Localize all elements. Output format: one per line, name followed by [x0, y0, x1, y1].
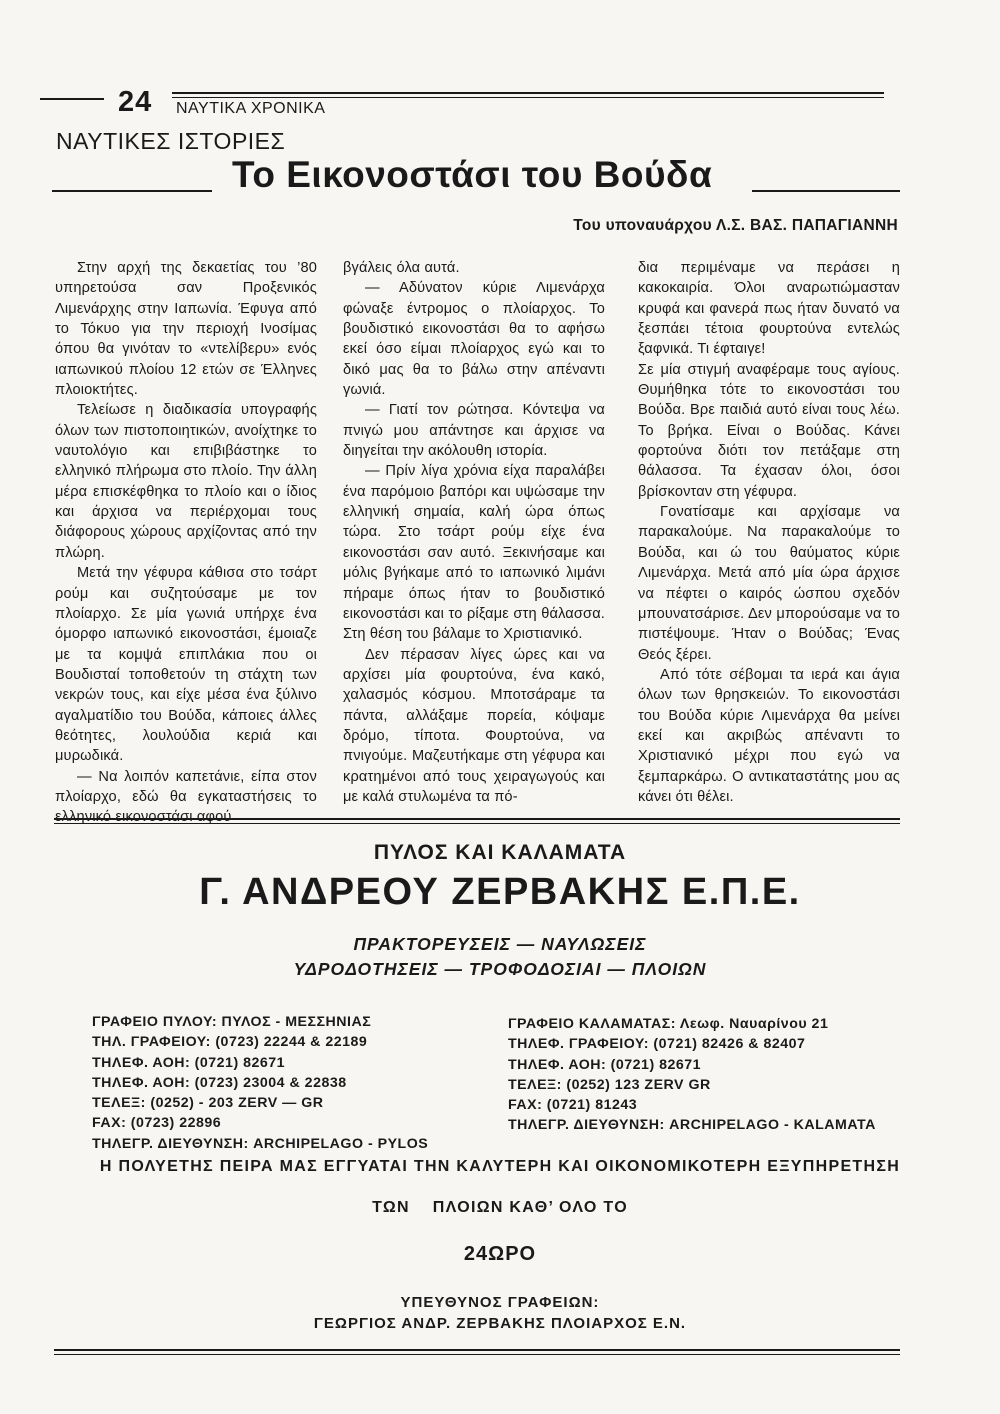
- contact-line: FAX: (0721) 81243: [508, 1097, 638, 1114]
- contact-line: ΤΕΛΕΞ: (0252) - 203 ZERV — GR: [92, 1095, 324, 1112]
- contact-line: ΤΗΛΕΓΡ. ΔΙΕΥΘΥΝΣΗ: ARCHIPELAGO - PYLOS: [92, 1135, 429, 1152]
- article-column-1: [55, 258, 317, 828]
- paragraph: Σε μία στιγμή αναφέραμε τους αγίους. Θυμήθηκα τότε το εικονοστάσι του Βούδα. Βρε παιδιά αυτό είναι τους λέω. Το βρήκα. Είναι ο Βούδας. Κάνει φορτούνα διότι τον πετάξαμε στη θάλασσα. Τα έχασαν όλοι, όσοι βρίσκονταν στη γέφυρα.: [638, 361, 900, 500]
- byline: Του υποναυάρχου Λ.Σ. ΒΑΣ. ΠΑΠΑΓΙΑΝΝΗ: [573, 217, 898, 234]
- bottom-rule-thin: [54, 1354, 900, 1355]
- article-ad-divider-thin: [54, 823, 900, 824]
- bottom-rule: [54, 1349, 900, 1351]
- contact-line: ΤΗΛ. ΓΡΑΦΕΙΟΥ: (0723) 22244 & 22189: [92, 1034, 368, 1051]
- paragraph: Μετά την γέφυρα κάθισα στο τσάρτ ρούμ και συζητούσαμε με τον πλοίαρχο. Σε μία γωνιά υπήρχε ένα όμορφο ιαπωνικό εικονοστάσι, έμοιαζε με τα κομψά επιπλάκια που οι Βουδισταί τοποθετούν τη στάχτη των νεκρών τους, και είχε μέσα ένα ξύλινο αγαλματίδιο του Βούδα, κάποιες άλλες θεότητες, λουλούδια κεριά και μυρωδικά.: [55, 565, 317, 765]
- article-column-2: [343, 258, 605, 807]
- contact-line: ΤΗΛΕΓΡ. ΔΙΕΥΘΥΝΣΗ: ARCHIPELAGO - KALAMATA: [508, 1117, 876, 1134]
- title-rule-left: [52, 190, 212, 192]
- header-rule-top: [172, 92, 884, 94]
- header-rule-top-thin: [172, 97, 884, 98]
- page-number: 24: [118, 86, 153, 118]
- contact-line: ΓΡΑΦΕΙΟ ΚΑΛΑΜΑΤΑΣ: Λεωφ. Ναυαρίνου 21: [508, 1016, 829, 1032]
- paragraph: — Γιατί τον ρώτησα. Κόντεψα να πνιγώ μου απάντησε και άρχισε να διηγείται την ακόλουθη ιστορία.: [343, 402, 605, 460]
- contact-line: ΤΕΛΕΞ: (0252) 123 ZERV GR: [508, 1076, 711, 1093]
- paragraph: — Να λοιπόν καπετάνιε, είπα στον πλοίαρχο, εδώ θα εγκαταστήσεις το: [55, 768, 317, 805]
- manager-name: ΓΕΩΡΓΙΟΣ ΑΝΔΡ. ΖΕΡΒΑΚΗΣ ΠΛΟΙΑΡΧΟΣ Ε.Ν.: [313, 1315, 687, 1332]
- contact-line: ΤΗΛΕΦ. ΑΟΗ: (0721) 82671: [92, 1054, 286, 1071]
- paragraph: δια περιμέναμε να περάσει η κακοκαιρία. Όλοι αναρωτιώμασταν κρυφά και φανερά πως ήταν δυνατό να ξεσπάει τέτοια φουρτούνα εντελώς ξαφνικά. Τι έφταιγε!: [638, 260, 900, 358]
- ad-services-line-1: ΠΡΑΚΤΟΡΕΥΣΕΙΣ — ΝΑΥΛΩΣΕΙΣ: [353, 934, 647, 954]
- contact-line: ΤΗΛΕΦ. ΑΟΗ: (0721) 82671: [508, 1056, 702, 1073]
- paragraph: Γονατίσαμε και αρχίσαμε να παρακαλούμε. Να παρακαλούμε το Βούδα, και ώ του θαύματος κύριε Λιμενάρχα. Μετά από μία ώρα άρχισε να πέφτει ο καιρός ώσπου σχεδόν μπουνατσάρισε. Δεν μπορούσαμε να το πιστέψουμε. Ήταν ο Βούδας; Ένας Θεός ξέρει.: [638, 504, 900, 663]
- manager-label: ΥΠΕΥΘΥΝΟΣ ΓΡΑΦΕΙΩΝ:: [400, 1294, 600, 1311]
- contact-line: ΓΡΑΦΕΙΟ ΠΥΛΟΥ: ΠΥΛΟΣ - ΜΕΣΣΗΝΙΑΣ: [92, 1014, 372, 1030]
- paragraph: Δεν πέρασαν λίγες ώρες και να αρχίσει μία φουρτούνα, ένα κακό, χαλασμός κόσμου. Μποτσάραμε τα πάντα, αλλάξαμε πορεία, κόψαμε δρόμο, τίποτα. Φουρτούνα, να πνιγούμε. Μαζευτήκαμε στη γέφυρα και κρατημένοι από τους χειραγωγούς και με καλά στυλωμένα τα πό-: [343, 646, 605, 805]
- contact-line: ΤΗΛΕΦ. ΑΟΗ: (0723) 23004 & 22838: [92, 1074, 347, 1091]
- contact-block-kalamata: [508, 1014, 876, 1136]
- article-column-3: [638, 258, 900, 807]
- article-title: Το Εικονοστάσι του Βούδα: [232, 154, 713, 195]
- paragraph: Τελείωσε η διαδικασία υπογραφής όλων των πιστοποιητικών, ανοίχτηκε το ναυτολόγιο και επιβιβάστηκε το ελληνικό πλήρωμα στο πλοίο. Την άλλη μέρα επισκέφθηκα το πλοίο και ο ίδιος και άρχισα να περιέρχομαι τους διάφορους χώρους αρχίζοντας από την πλώρη.: [55, 402, 317, 561]
- paragraph: — Αδύνατον κύριε Λιμενάρχα φώναξε έντρομος ο πλοίαρχος. Το βουδιστικό εικονοστάσι θα το αφήσω εκεί όσο είμαι πλοίαρχος εγώ και το δικό μας θα το βάλω στην απέναντι γωνιά.: [343, 280, 605, 399]
- paragraph: Από τότε σέβομαι τα ιερά και άγια όλων των θρησκειών. Το εικονοστάσι του Βούδα κύριε Λιμενάρχα θα μείνει εκεί και ακριβώς απέναντι το Χριστιανικό μέχρι που εγώ να ξεμπαρκάρω. Ο αντικαταστάτης μου ας κάνει ότι θέλει.: [638, 666, 900, 805]
- article-ad-divider: [54, 818, 900, 820]
- title-rule-right: [752, 190, 900, 192]
- paragraph: — Πρίν λίγα χρόνια είχα παραλάβει ένα παρόμοιο βαπόρι και υψώσαμε την ελληνική σημαία, καλή ώρα όπως τώρα. Στο τσάρτ ρούμ είχε ένα εικονοστάσι σαν αυτό. Ξεκινήσαμε και μόλις βγήκαμε από το ιαπωνικό λιμάνι πήραμε όπως ήταν το βουδιστικό εικονοστάσι και το ρίξαμε στη θάλασσα. Στη θέση του βάλαμε το Χριστιανικό.: [343, 463, 605, 643]
- ad-services-line-2: ΥΔΡΟΔΟΤΗΣΕΙΣ — ΤΡΟΦΟΔΟΣΙΑΙ — ΠΛΟΙΩΝ: [293, 959, 707, 979]
- contact-block-pylos: [92, 1012, 428, 1154]
- section-title: ΝΑΥΤΙΚΕΣ ΙΣΤΟΡΙΕΣ: [56, 128, 286, 154]
- contact-line: ΤΗΛΕΦ. ΓΡΑΦΕΙΟΥ: (0721) 82426 & 82407: [508, 1036, 806, 1053]
- ad-company-name: Γ. ΑΝΔΡΕΟΥ ΖΕΡΒΑΚΗΣ Ε.Π.Ε.: [199, 871, 801, 913]
- contact-line: FAX: (0723) 22896: [92, 1115, 222, 1132]
- paragraph: βγάλεις όλα αυτά.: [343, 260, 460, 276]
- ad-city: ΠΥΛΟΣ ΚΑΙ ΚΑΛΑΜΑΤΑ: [373, 841, 627, 864]
- header-rule-left: [40, 98, 104, 100]
- ad-slogan-line-2: ΤΩΝ ΠΛΟΙΩΝ ΚΑΘ’ ΟΛΟ ΤΟ: [372, 1199, 628, 1216]
- paragraph: Στην αρχή της δεκαετίας του ’80 υπηρετούσα σαν Προξενικός Λιμενάρχης στην Ιαπωνία. Έφυγα από το Τόκυο για την περιοχή Ινοσίμας όπου θα γινόταν το «ντελίβερυ» ενός ιαπωνικού πλοίου 12 ετών σε Έλληνες πλοιοκτήτες.: [55, 260, 317, 399]
- magazine-name: ΝΑΥΤΙΚΑ ΧΡΟΝΙΚΑ: [176, 100, 326, 117]
- ad-slogan-24h: 24ΩΡΟ: [463, 1243, 537, 1265]
- ad-slogan-line-1: Η ΠΟΛΥΕΤΗΣ ΠΕΙΡΑ ΜΑΣ ΕΓΓΥΑΤΑΙ ΤΗΝ ΚΑΛΥΤΕΡΗ ΚΑΙ ΟΙΚΟΝΟΜΙΚΟΤΕΡΗ ΕΞΥΠΗΡΕΤΗΣΗ: [99, 1158, 901, 1175]
